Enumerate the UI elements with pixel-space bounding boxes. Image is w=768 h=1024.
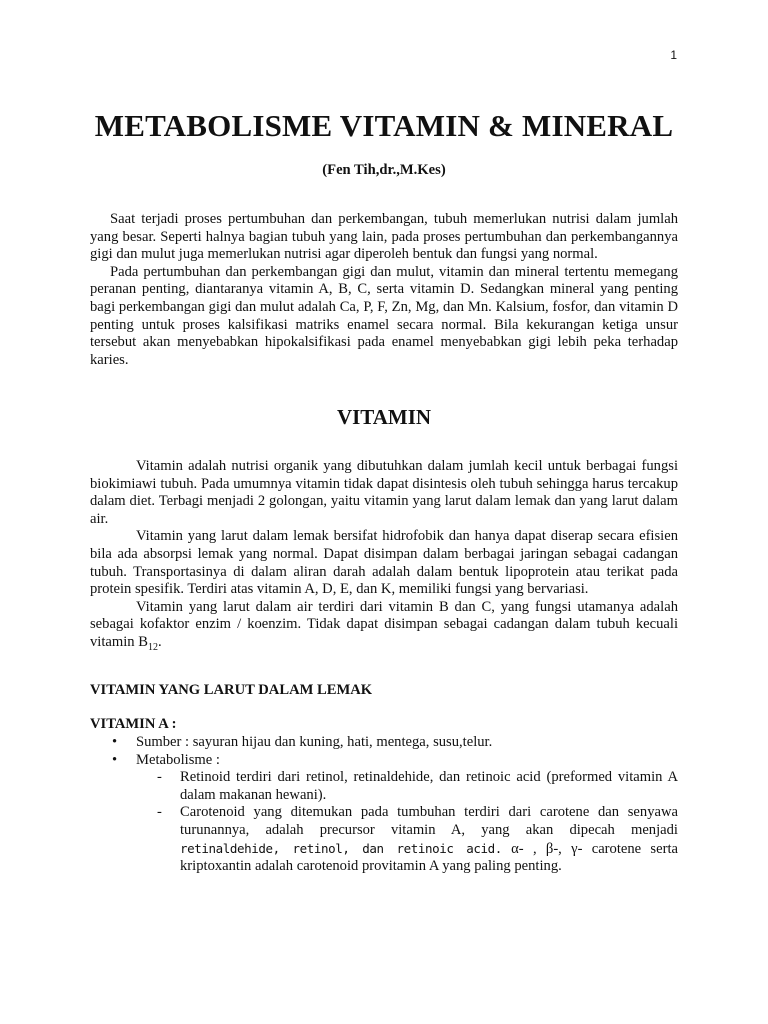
vitamin-paragraph-3-end: . <box>157 633 162 650</box>
intro-section <box>90 211 678 369</box>
vitamin-section <box>90 458 678 652</box>
vitamin-paragraph-3 <box>90 599 678 652</box>
page-number: 1 <box>670 48 677 62</box>
intro-paragraph-2: Pada pertumbuhan dan perkembangan gigi dan mulut, vitamin dan mineral tertentu memegang peranan penting, diantaranya vitamin A, B, C, serta vitamin D. Sedangkan mineral yang penting bagi perkembangan gigi dan mulut adalah Ca, P, F, Zn, Mg, dan Mn. Kalsium, fosfor, dan vitamin D penting untuk proses kalsifikasi matriks enamel secara normal. Bila kekurangan ketiga unsur tersebut akan menyebabkan hipokalsifikasi pada enamel menyebabkan gigi lebih peka terhadap karies. <box>90 263 678 368</box>
dash-item-retinoid: - Retinoid terdiri dari retinol, retinaldehide, dan retinoic acid (preformed vitamin A dalam makanan hewani). <box>134 769 678 804</box>
dash-2-end: α- , β-, γ- carotene serta kriptoxantin adalah carotenoid provitamin A yang paling penting. <box>180 840 678 875</box>
vitamin-paragraph-2: Vitamin yang larut dalam lemak bersifat hidrofobik dan hanya dapat diserap secara efisien bila ada absorpsi lemak yang normal. Dapat disimpan dalam berbagai jaringan sebagai cadangan tubuh. Transportasinya di dalam aliran darah adalah dalam bentuk lipoprotein atau terikat pada protein spesifik. Terdiri atas vitamin A, D, E, dan K, memiliki fungsi yang bervariasi. <box>90 528 678 598</box>
subheading-fat-soluble: VITAMIN YANG LARUT DALAM LEMAK <box>90 682 373 698</box>
vitamin-a-bullets <box>90 734 678 769</box>
intro-paragraph-1: Saat terjadi proses pertumbuhan dan perkembangan, tubuh memerlukan nutrisi dalam jumlah yang besar. Seperti halnya bagian tubuh yang lain, pada proses pertumbuhan dan perkembangannya gigi dan mulut juga memerlukan nutrisi agar diperoleh bentuk dan fungsi yang normal. <box>90 211 678 263</box>
vitamin-a-heading: VITAMIN A : <box>90 716 177 732</box>
metabolism-dashes <box>90 769 678 876</box>
vitamin-paragraph-3-text: Vitamin yang larut dalam air terdiri dari vitamin B dan C, yang fungsi utamanya adalah sebagai kofaktor enzim / koenzim. Tidak dapat disimpan sebagai cadangan dalam tubuh kecuali vitamin B <box>90 598 678 650</box>
document-title: METABOLISME VITAMIN & MINERAL <box>94 108 674 143</box>
dash-2-retinal-terms: retinaldehide, retinol, dan retinoic acid. <box>180 840 502 856</box>
bullet-metabolism-label: Metabolisme : <box>136 751 220 768</box>
author-line: (Fen Tih,dr.,M.Kes) <box>322 162 446 178</box>
dash-item-carotenoid <box>134 804 678 875</box>
vitamin-a-list <box>90 734 678 876</box>
vitamin-b12-subscript: 12 <box>147 641 158 653</box>
dash-2-start: Carotenoid yang ditemukan pada tumbuhan terdiri dari carotene dan senyawa turunannya, adalah precursor vitamin A, yang akan dipecah menjadi <box>180 804 678 838</box>
bullet-metabolism <box>90 752 678 770</box>
section-title-vitamin: VITAMIN <box>336 405 432 429</box>
vitamin-paragraph-1: Vitamin adalah nutrisi organik yang dibutuhkan dalam jumlah kecil untuk berbagai fungsi biokimiawi tubuh. Pada umumnya vitamin tidak dapat disintesis oleh tubuh sehingga harus tercakup dalam diet. Terbagi menjadi 2 golongan, yaitu vitamin yang larut dalam lemak dan yang larut dalam air. <box>90 458 678 527</box>
bullet-source: • Sumber : sayuran hijau dan kuning, hati, mentega, susu,telur. <box>90 734 678 752</box>
